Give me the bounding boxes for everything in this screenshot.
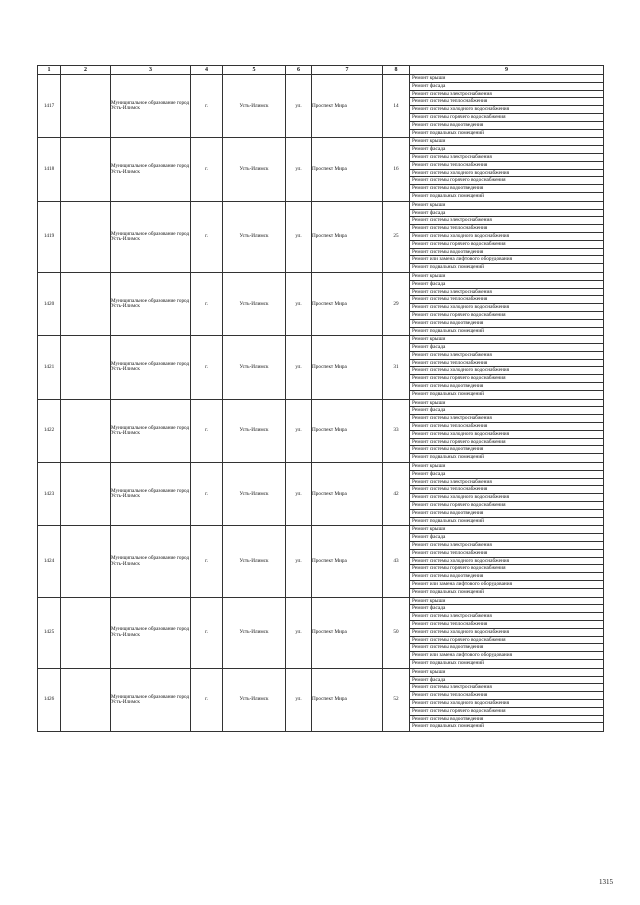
city-type-cell: г. [191,526,223,597]
work-item: Ремонт системы холодного водоснабжения [410,106,603,114]
work-item: Ремонт системы водоотведения [410,510,603,518]
work-item: Ремонт подвальных помещений [412,129,484,136]
street-type-cell: ул. [286,399,312,462]
work-item: Ремонт системы горячего водоснабжения [410,375,603,383]
work-item: Ремонт крыши [410,273,603,281]
street-type-cell: ул. [286,201,312,272]
work-item: Ремонт системы горячего водоснабжения [410,114,603,122]
street-type-cell: ул. [286,463,312,526]
work-item: Ремонт системы теплоснабжения [410,225,603,233]
work-item: Ремонт системы холодного водоснабжения [410,700,603,708]
street-type-cell: ул. [286,75,312,138]
municipality-cell: Муниципальное образование город Усть-Илимск [111,597,191,668]
street-name-cell: Проспект Мира [312,336,383,399]
work-item: Ремонт фасада [410,344,603,352]
col2-cell [61,201,111,272]
street-type-cell: ул. [286,138,312,201]
work-item: Ремонт системы холодного водоснабжения [410,367,603,375]
house-number-cell: 29 [383,272,410,335]
work-item: Ремонт фасада [410,677,603,685]
works-list-cell [410,597,604,668]
city-type-cell: г. [191,138,223,201]
work-item: Ремонт системы водоотведения [410,573,603,581]
header-cell: 9 [410,66,604,75]
house-number-cell: 43 [383,526,410,597]
col2-cell [61,272,111,335]
header-cell: 7 [312,66,383,75]
row-number-cell: 1422 [38,399,61,462]
work-item: Ремонт системы теплоснабжения [410,98,603,106]
header-cell: 6 [286,66,312,75]
works-list-cell [410,201,604,272]
work-item: Ремонт подвальных помещений [412,390,484,397]
table-row [38,201,604,272]
work-item: Ремонт подвальных помещений [412,192,484,199]
city-type-cell: г. [191,597,223,668]
municipality-cell: Муниципальное образование город Усть-Илимск [111,138,191,201]
work-item: Ремонт системы водоотведения [410,320,603,328]
work-item: Ремонт подвальных помещений [412,723,484,730]
street-name-cell: Проспект Мира [312,463,383,526]
work-item: Ремонт системы теплоснабжения [410,360,603,368]
city-type-cell: г. [191,75,223,138]
house-number-cell: 31 [383,336,410,399]
street-name-cell: Проспект Мира [312,399,383,462]
city-name-cell: Усть-Илимск [223,336,286,399]
street-name-cell: Проспект Мира [312,526,383,597]
city-type-cell: г. [191,336,223,399]
work-item: Ремонт системы холодного водоснабжения [410,304,603,312]
work-item: Ремонт крыши [410,138,603,146]
work-item: Ремонт фасада [410,534,603,542]
work-item: Ремонт фасада [410,471,603,479]
work-item: Ремонт системы водоотведения [410,122,603,130]
street-type-cell: ул. [286,668,312,731]
header-cell: 1 [38,66,61,75]
work-item: Ремонт системы теплоснабжения [410,621,603,629]
municipality-cell: Муниципальное образование город Усть-Илимск [111,272,191,335]
works-list-cell [410,399,604,462]
header-cell: 8 [383,66,410,75]
work-item: Ремонт системы горячего водоснабжения [410,637,603,645]
street-type-cell: ул. [286,272,312,335]
table-row [38,75,604,138]
work-item: Ремонт или замена лифтового оборудования [410,652,603,660]
work-item: Ремонт системы электроснабжения [410,154,603,162]
house-number-cell: 52 [383,668,410,731]
row-number-cell: 1423 [38,463,61,526]
street-name-cell: Проспект Мира [312,597,383,668]
work-item: Ремонт системы водоотведения [410,383,603,391]
work-item: Ремонт системы горячего водоснабжения [410,502,603,510]
city-name-cell: Усть-Илимск [223,597,286,668]
city-type-cell: г. [191,463,223,526]
work-item: Ремонт крыши [410,202,603,210]
work-item: Ремонт системы электроснабжения [410,613,603,621]
works-list-cell [410,463,604,526]
street-type-cell: ул. [286,336,312,399]
works-list-cell [410,668,604,731]
work-item: Ремонт системы теплоснабжения [410,423,603,431]
municipality-cell: Муниципальное образование город Усть-Илимск [111,201,191,272]
work-item: Ремонт фасада [410,281,603,289]
table-row [38,463,604,526]
row-number-cell: 1419 [38,201,61,272]
work-item: Ремонт системы холодного водоснабжения [410,629,603,637]
work-item: Ремонт крыши [410,526,603,534]
work-item: Ремонт системы теплоснабжения [410,692,603,700]
work-item: Ремонт фасада [410,605,603,613]
row-number-cell: 1421 [38,336,61,399]
work-item: Ремонт системы холодного водоснабжения [410,233,603,241]
street-type-cell: ул. [286,597,312,668]
municipality-cell: Муниципальное образование город Усть-Илимск [111,668,191,731]
works-list-cell [410,336,604,399]
table-row [38,138,604,201]
work-item: Ремонт системы холодного водоснабжения [410,170,603,178]
work-item: Ремонт фасада [410,83,603,91]
work-item: Ремонт подвальных помещений [412,264,484,271]
col2-cell [61,399,111,462]
municipality-cell: Муниципальное образование город Усть-Илимск [111,399,191,462]
table-row [38,399,604,462]
work-item: Ремонт системы горячего водоснабжения [410,708,603,716]
street-name-cell: Проспект Мира [312,75,383,138]
street-type-cell: ул. [286,526,312,597]
city-name-cell: Усть-Илимск [223,463,286,526]
work-item: Ремонт системы теплоснабжения [410,550,603,558]
work-item: Ремонт фасада [410,146,603,154]
row-number-cell: 1418 [38,138,61,201]
work-item: Ремонт крыши [410,75,603,83]
header-cell: 4 [191,66,223,75]
work-item: Ремонт системы горячего водоснабжения [410,312,603,320]
house-number-cell: 25 [383,201,410,272]
street-name-cell: Проспект Мира [312,138,383,201]
work-item: Ремонт подвальных помещений [412,454,484,461]
col2-cell [61,668,111,731]
col2-cell [61,75,111,138]
row-number-cell: 1420 [38,272,61,335]
work-item: Ремонт подвальных помещений [412,327,484,334]
work-item: Ремонт системы холодного водоснабжения [410,494,603,502]
city-name-cell: Усть-Илимск [223,272,286,335]
street-name-cell: Проспект Мира [312,668,383,731]
work-item: Ремонт системы теплоснабжения [410,296,603,304]
city-name-cell: Усть-Илимск [223,75,286,138]
work-item: Ремонт подвальных помещений [412,588,484,595]
municipality-cell: Муниципальное образование город Усть-Илимск [111,336,191,399]
work-item: Ремонт системы электроснабжения [410,479,603,487]
house-number-cell: 42 [383,463,410,526]
work-item: Ремонт системы горячего водоснабжения [410,241,603,249]
repair-register-table [37,65,604,732]
works-list-cell [410,75,604,138]
work-item: Ремонт системы водоотведения [410,644,603,652]
municipality-cell: Муниципальное образование город Усть-Илимск [111,463,191,526]
header-row [38,66,604,75]
row-number-cell: 1425 [38,597,61,668]
work-item: Ремонт системы теплоснабжения [410,162,603,170]
municipality-cell: Муниципальное образование город Усть-Илимск [111,526,191,597]
city-name-cell: Усть-Илимск [223,138,286,201]
work-item: Ремонт системы электроснабжения [410,289,603,297]
work-item: Ремонт системы водоотведения [410,716,603,724]
work-item: Ремонт или замена лифтового оборудования [410,581,603,589]
work-item: Ремонт фасада [410,210,603,218]
work-item: Ремонт крыши [410,336,603,344]
house-number-cell: 50 [383,597,410,668]
work-item: Ремонт или замена лифтового оборудования [410,256,603,264]
work-item: Ремонт системы электроснабжения [410,415,603,423]
city-type-cell: г. [191,399,223,462]
col2-cell [61,463,111,526]
header-cell: 3 [111,66,191,75]
work-item: Ремонт системы электроснабжения [410,217,603,225]
table-body [38,66,604,732]
house-number-cell: 33 [383,399,410,462]
col2-cell [61,138,111,201]
work-item: Ремонт фасада [410,407,603,415]
work-item: Ремонт крыши [410,669,603,677]
work-item: Ремонт системы горячего водоснабжения [410,177,603,185]
city-type-cell: г. [191,272,223,335]
col2-cell [61,336,111,399]
street-name-cell: Проспект Мира [312,272,383,335]
work-item: Ремонт крыши [410,400,603,408]
page-number: 1315 [599,878,613,886]
table-row [38,668,604,731]
work-item: Ремонт крыши [410,463,603,471]
work-item: Ремонт системы электроснабжения [410,542,603,550]
house-number-cell: 16 [383,138,410,201]
works-list-cell [410,138,604,201]
work-item: Ремонт системы горячего водоснабжения [410,565,603,573]
street-name-cell: Проспект Мира [312,201,383,272]
work-item: Ремонт системы электроснабжения [410,352,603,360]
row-number-cell: 1424 [38,526,61,597]
table-row [38,336,604,399]
house-number-cell: 14 [383,75,410,138]
work-item: Ремонт системы горячего водоснабжения [410,439,603,447]
city-name-cell: Усть-Илимск [223,668,286,731]
city-type-cell: г. [191,668,223,731]
works-list-cell [410,272,604,335]
col2-cell [61,597,111,668]
row-number-cell: 1417 [38,75,61,138]
work-item: Ремонт системы электроснабжения [410,684,603,692]
work-item: Ремонт системы теплоснабжения [410,486,603,494]
work-item: Ремонт системы водоотведения [410,249,603,257]
table-row [38,597,604,668]
work-item: Ремонт системы электроснабжения [410,91,603,99]
table-row [38,526,604,597]
city-type-cell: г. [191,201,223,272]
work-item: Ремонт системы холодного водоснабжения [410,431,603,439]
work-item: Ремонт системы водоотведения [410,185,603,193]
table-row [38,272,604,335]
work-item: Ремонт подвальных помещений [412,659,484,666]
work-item: Ремонт крыши [410,598,603,606]
work-item: Ремонт подвальных помещений [412,517,484,524]
city-name-cell: Усть-Илимск [223,399,286,462]
city-name-cell: Усть-Илимск [223,201,286,272]
header-cell: 5 [223,66,286,75]
header-cell: 2 [61,66,111,75]
work-item: Ремонт системы водоотведения [410,446,603,454]
col2-cell [61,526,111,597]
work-item: Ремонт системы холодного водоснабжения [410,558,603,566]
city-name-cell: Усть-Илимск [223,526,286,597]
row-number-cell: 1426 [38,668,61,731]
works-list-cell [410,526,604,597]
municipality-cell: Муниципальное образование город Усть-Илимск [111,75,191,138]
